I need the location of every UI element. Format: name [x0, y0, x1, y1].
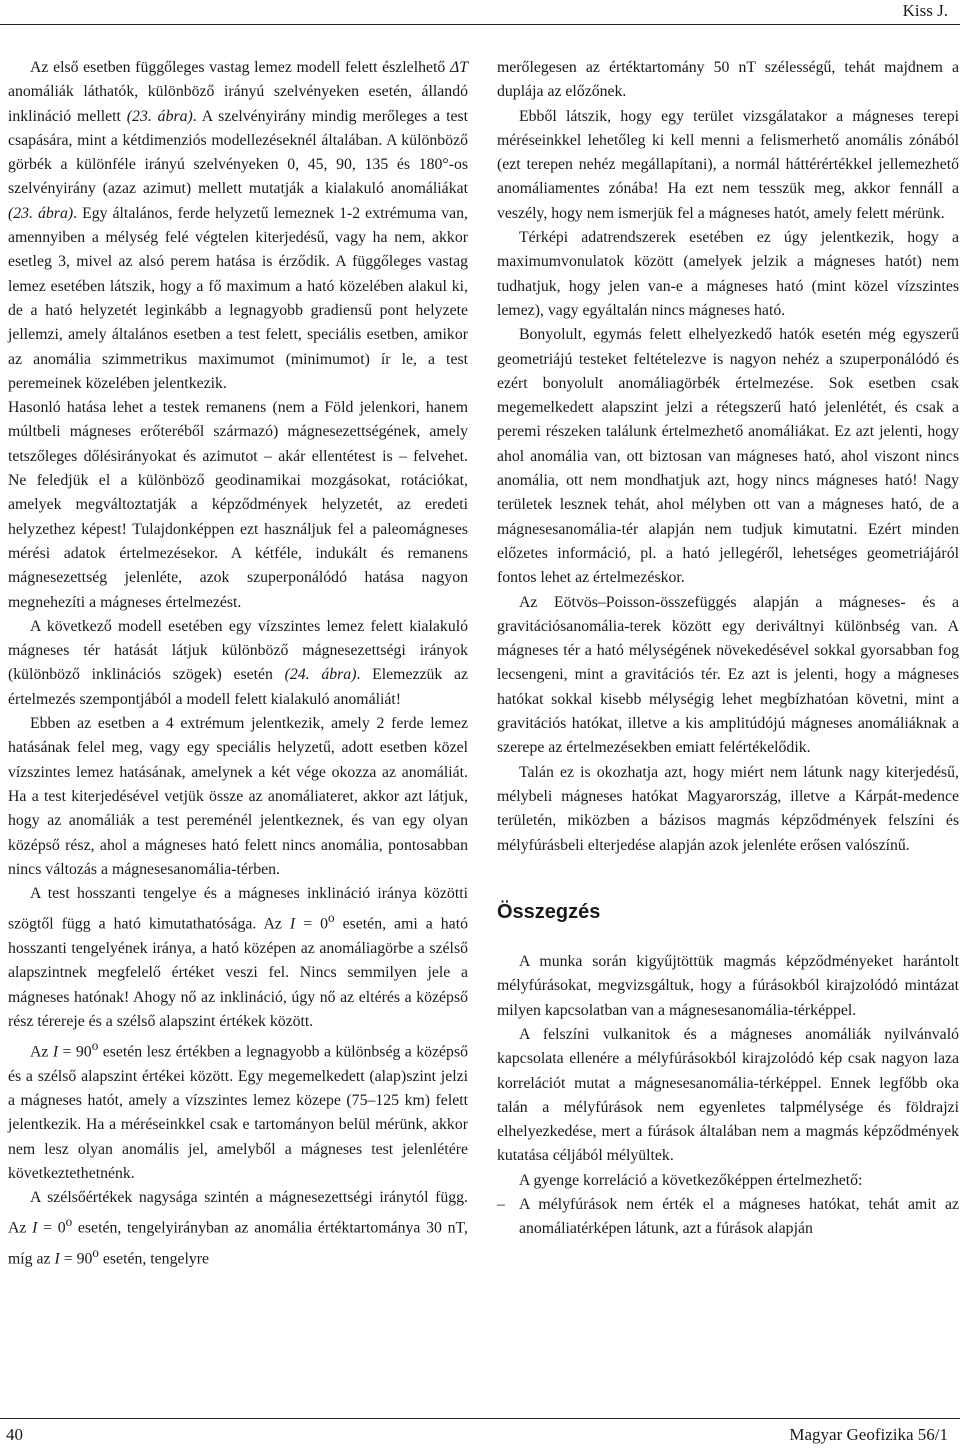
paragraph — [8, 882, 468, 1034]
text: = 90 — [58, 1043, 92, 1061]
text: A szélsőértékek nagysága szintén a mágnesezettségi iránytól függ. Az — [8, 1189, 468, 1237]
paragraph: Térképi adatrendszerek esetében ez úgy jelentkezik, hogy a maximumvonulatok között (amelyek jelzik a mágneses hatót) nem tudhatjuk, hogy jelen van-e a mágneses ható (mint közel vízszintes lemez), vagy egyáltalán nincs mágneses ható. — [497, 229, 959, 319]
text: . Elemezzük az értelmezés szempontjából a modell felett kialakuló anomáliát! — [8, 666, 468, 708]
paragraph: Ebből látszik, hogy egy terület vizsgálatakor a mágneses terepi méréseinkkel lehetőleg ki kell menni a felismerhető anomális zónából (ezt terepen nehéz megállapítani), a normál háttérértékkel jellemezhető anomáliamentes zónába! Ha ezt nem tesszük meg, akkor fennáll a veszély, hogy nem ismerjük fel a mágneses hatót, amely felett mérünk. — [497, 107, 959, 222]
delta-t-symbol: ΔT — [449, 59, 468, 76]
running-header — [0, 0, 960, 25]
paragraph: Az Eötvös–Poisson-összefüggés alapján a mágneses- és a gravitációsanomália-terek között egy deriváltnyi különbség van. A mágneses tér a ható mélységének növekedésével sokkal gyorsabban fog lecsengeni, mint a gravitációs tér. Ez azt is jelenti, hogy a mágneses hatókat sokkal kisebb mélységig lehet megbízhatóan követni, mint a gravitációs hatókat, illetve a kis amplitúdójú mágneses anomáliáknak a szerepe az értelmezésekben emiatt felértékelődik. — [497, 593, 959, 757]
paragraph: merőlegesen az értéktartomány 50 nT szélességű, tehát majdnem a duplája az előzőnek. — [497, 59, 959, 101]
text: A test hosszanti tengelye és a mágneses inklináció iránya közötti szögtől függ a ható kimutathatósága. Az — [8, 885, 468, 933]
paragraph: Hasonló hatása lehet a testek remanens (nem a Föld jelenkori, hanem múltbeli mágneses erőteréből származó) mágnesezettségének, amely tetszőleges dőlésirányokat és azimutot – akár ellentétest is – felvehet. Ne feledjük el a különböző geodinamikai mozgásokat, rotációkat, amelyek megváltoztatják a képződmények helyzetét, az eredeti helyzethez képest! Tulajdonképpen ezt használjuk fel a paleomágneses mérési adatok értelmezésekor. A kétféle, indukált és remanens mágnesezettség jelenléte, azok szuperponálódó hatása nagyon megnehezíti a mágneses értelmezést. — [8, 399, 468, 611]
paragraph — [8, 1034, 468, 1186]
text: = 0 — [37, 1219, 66, 1237]
figure-reference: (24. ábra) — [284, 666, 357, 684]
degree-superscript: o — [91, 1038, 99, 1054]
figure-reference: (23. ábra) — [8, 204, 74, 222]
left-column — [8, 56, 468, 1272]
paragraph: A felszíni vulkanitok és a mágneses anomáliák nyilvánvaló kapcsolata ellenére a mélyfúrásokból kirajzolódó kép csak nagyon laza korrelációt mutat a mágnesesanomália-térképpel. Ennek legfőbb oka talán a mélyfúrások nem egyenletes talpmélysége és földrajzi elhelyezkedése, mert a fúrások általában nem a magmás képződmények kutatása céljából mélyültek. — [497, 1025, 959, 1165]
section-heading: Összegzés — [497, 900, 601, 923]
text: esetén, tengelyre — [98, 1250, 210, 1268]
running-footer — [0, 1418, 960, 1450]
header-author: Kiss J. — [902, 1, 948, 20]
degree-superscript: o — [328, 910, 335, 926]
right-column — [497, 56, 959, 1242]
text: . Egy általános, ferde helyzetű lemeznek 1-2 extrémuma van, amennyiben a mélység felé végtelen kiterjedésű, vagy ha nem, akkor esetleg 3, mivel az alsó perem hatása is érződik. A függőleges vastag lemez esetében látszik, hogy a fő maximum a ható közelében alakul ki, de a ható helyzetét leginkább a legnagyobb gradiensű pont helyzete jellemzi, amely általános esetben a test felett, speciális esetben, amikor az anomália szimmetrikus maximumot (minimumot) ír le, a test peremeinek közelében jelentkezik. — [8, 204, 468, 392]
text: Az első esetben függőleges vastag lemez modell felett észlelhető — [30, 59, 450, 76]
journal-name: Magyar Geofizika 56/1 — [789, 1425, 948, 1444]
inclination-symbol: I — [54, 1250, 60, 1268]
text: = 90 — [59, 1250, 93, 1268]
paragraph: Bonyolult, egymás felett elhelyezkedő hatók esetén még egyszerű geometriájú testeket feltételezve is nagyon nehéz a szuperponálódó és ezért bonyolult anomáliagörbék értelmezése. Sok esetben csak megemelkedett alapszint jelzi a rétegszerű ható jelenlétét, és csak a peremi részeken találunk értelmezhető anomáliákat. Ez azt jelenti, hogy ahol anomália van, ott biztosan van mágneses ható, ahol viszont nincs anomália, ott nem mondhatjuk azt, hogy nincs mágneses ható! Nagy területek lesznek tehát, ahol mélyben ott van a mágneses ható, de a mágnesesanomália-tér alapján nem tudjuk kimutatni. Ezért minden előzetes információ, pl. a ható jellegéről, lehetséges geometriájáról fontos lehet az értelmezéskor. — [497, 326, 959, 587]
paragraph — [8, 615, 468, 712]
paragraph: Ebben az esetben a 4 extrémum jelentkezik, amely 2 ferde lemez hatásának felel meg, vagy egy speciális helyzetű, adott esetben közel vízszintes lemez hatásának, amelynek a két vége okozza az anomáliát. Ha a test kiterjedésével vetjük össze az anomáliateret, akkor azt látjuk, hogy az anomáliák a test pereménél jelentkeznek, és van egy olyan középső rész, ahol a mágneses ható felett nincs anomália, pontosabban nincs változás a mágnesesanomália-térben. — [8, 715, 468, 878]
list-item — [497, 1193, 959, 1242]
text: esetén, tengelyirányban az anomália értéktartománya 30 nT, míg az — [8, 1219, 468, 1268]
list-item-text: A mélyfúrások nem érték el a mágneses hatókat, tehát amit az anomáliatérképen látunk, azt a fúrások alapján — [519, 1196, 959, 1238]
page-number: 40 — [6, 1425, 23, 1444]
figure-reference: (23. ábra) — [126, 107, 193, 125]
text: A következő modell esetében egy vízszintes lemez felett kialakuló mágneses tér hatását látjuk különböző mágnesezettségi irányok (különböző inklinációs szögek) esetén — [8, 617, 468, 684]
text: esetén, ami a ható hosszanti tengelyének iránya, a ható középen az anomáliagörbe a szélső alapszintnek megfelelő értéket veszi fel. Nincs semmilyen jele a mágneses hatónak! Ahogy nő az inklináció, úgy nő az eltérés a középső rész térereje és a szélső alapszint értékek között. — [8, 915, 468, 1030]
paragraph: A munka során kigyűjtöttük magmás képződményeket harántolt mélyfúrásokat, megvizsgáltuk, hogy a fúrásokból kirajzolódó mintázat milyen kapcsolatban van a mágnesesanomália-térképpel. — [497, 953, 959, 1019]
text: anomáliák láthatók, különböző irányú szelvényeken esetén, állandó inklináció mellett — [8, 83, 468, 125]
text: . A szelvényirány mindig merőleges a test csapására, mint a kétdimenziós modellezéseknél általában. A különböző görbék a különféle irányú szelvényeken 0, 45, 90, 135 és 180°-os szelvényirány (azaz azimut) mellett mutatják a kialakuló anomáliákat — [8, 107, 469, 198]
inclination-symbol: I — [52, 1043, 59, 1061]
text: Az — [30, 1043, 53, 1061]
degree-superscript: o — [65, 1214, 73, 1230]
text: esetén lesz értékben a legnagyobb a különbség a középső és a szélső alapszint értékei között. Egy megemelkedett (alap)szint jelzi a mágneses hatót, amely a vízszintes lemez közepe (75–125 km) felett jelentkezik. Ha a méréseinkkel csak e tartományon belül mérünk, akkor nem lesz olyan anomális jel, amelyből a mágneses test jelenlétére következtethetnénk. — [8, 1043, 469, 1182]
inclination-symbol: I — [289, 915, 296, 933]
paragraph: Talán ez is okozhatja azt, hogy miért nem látunk nagy kiterjedésű, mélybeli mágneses hatókat Magyarország, illetve a Kárpát-medence területén, miközben a bázisos magmás képződmények felszíni és mélyfúrásbeli elterjedése alapján azok jelenléte erősen valószínű. — [497, 763, 959, 854]
inclination-symbol: I — [32, 1219, 38, 1237]
paragraph — [8, 56, 468, 396]
text: = 0 — [295, 915, 329, 933]
paragraph — [8, 1186, 468, 1271]
paragraph: A gyenge korreláció a következőképpen értelmezhető: — [519, 1171, 863, 1189]
degree-superscript: o — [92, 1245, 99, 1261]
list-dash: – — [497, 1196, 505, 1214]
